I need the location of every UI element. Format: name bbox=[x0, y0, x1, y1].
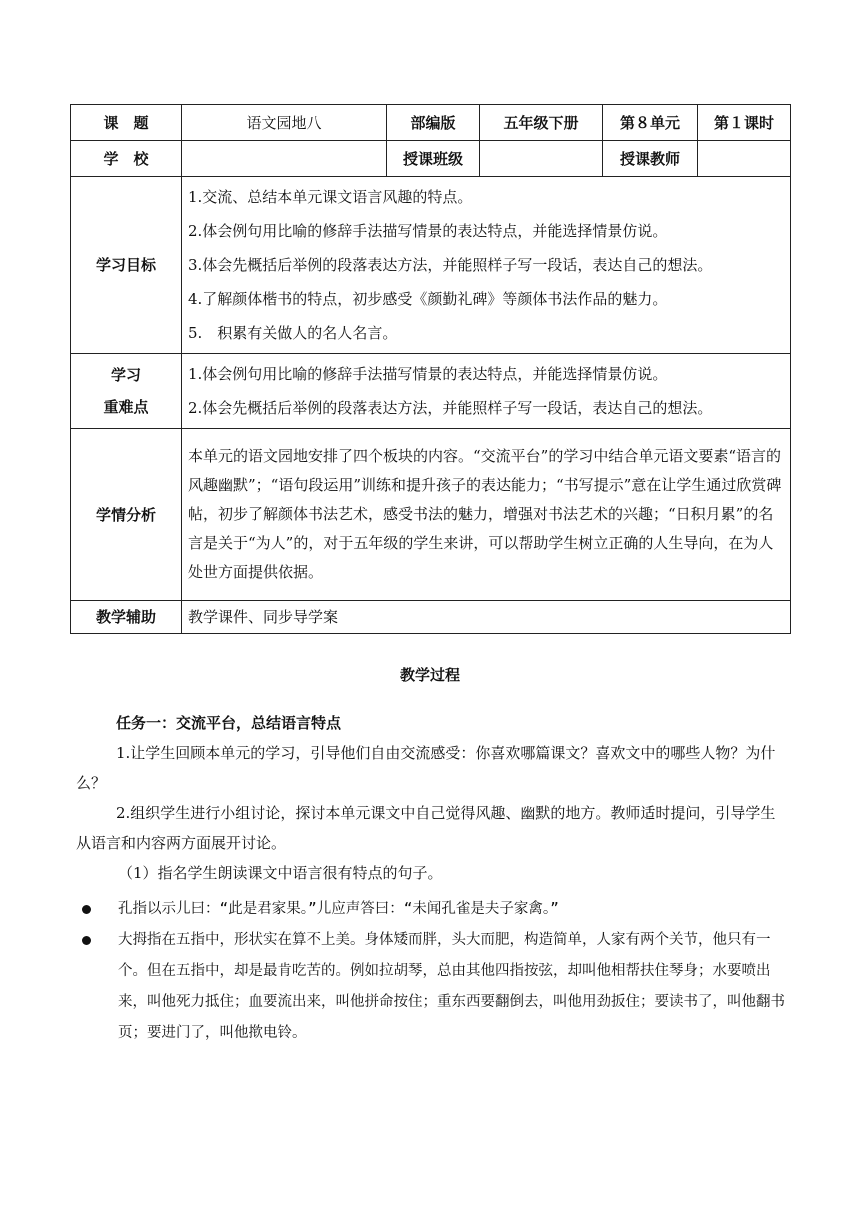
key-points-label bbox=[71, 354, 182, 429]
grade-cell: 五年级下册 bbox=[480, 105, 603, 141]
goals-content bbox=[182, 177, 791, 354]
edition-cell: 部编版 bbox=[387, 105, 480, 141]
key-point-item: 1.体会例句用比喻的修辞手法描写情景的表达特点，并能选择情景仿说。 bbox=[188, 365, 668, 383]
lesson-value: 语文园地八 bbox=[182, 105, 387, 141]
aids-value: 教学课件、同步导学案 bbox=[182, 601, 791, 634]
unit-cell: 第８单元 bbox=[603, 105, 698, 141]
aids-label: 教学辅助 bbox=[71, 601, 182, 634]
list-item bbox=[76, 894, 790, 925]
goal-item: 2.体会例句用比喻的修辞手法描写情景的表达特点，并能选择情景仿说。 bbox=[188, 222, 668, 240]
paragraph: 2.组织学生进行小组讨论，探讨本单元课文中自己觉得风趣、幽默的地方。教师适时提问，引导学生从语言和内容两方面展开讨论。 bbox=[76, 804, 776, 852]
table-row-school bbox=[71, 141, 791, 177]
table-row-aids bbox=[71, 601, 791, 634]
key-points-content bbox=[182, 354, 791, 429]
school-label: 学 校 bbox=[71, 141, 182, 177]
goal-item: 1.交流、总结本单元课文语言风趣的特点。 bbox=[188, 188, 473, 206]
bullet-dot-icon bbox=[82, 936, 91, 945]
goal-item: 4.了解颜体楷书的特点，初步感受《颜勤礼碑》等颜体书法作品的魅力。 bbox=[188, 290, 668, 308]
table-row-analysis bbox=[71, 429, 791, 601]
sub-item: （1）指名学生朗读课文中语言很有特点的句子。 bbox=[118, 864, 443, 882]
table-row-goals bbox=[71, 177, 791, 354]
teaching-process bbox=[76, 708, 790, 1049]
key-points-label-line2: 重难点 bbox=[103, 398, 149, 416]
goals-label: 学习目标 bbox=[71, 177, 182, 354]
task-heading: 任务一：交流平台，总结语言特点 bbox=[116, 714, 342, 732]
class-value bbox=[480, 141, 603, 177]
lesson-plan-table bbox=[70, 104, 791, 634]
bullet-dot-icon bbox=[82, 905, 91, 914]
bullet-list bbox=[76, 894, 790, 1049]
analysis-label: 学情分析 bbox=[71, 429, 182, 601]
key-points-label-line1: 学习 bbox=[110, 366, 141, 384]
analysis-text: 本单元的语文园地安排了四个板块的内容。“交流平台”的学习中结合单元语文要素“语言的风趣幽默”；“语句段运用”训练和提升孩子的表达能力；“书写提示”意在让学生通过欣赏碑帖，初步了解颜体书法艺术，感受书法的魅力，增强对书法艺术的兴趣；“日积月累”的名言是关于“为人”的，对于五年级的学生来讲，可以帮助学生树立正确的人生导向，在为人处世方面提供依据。 bbox=[182, 429, 791, 601]
goal-item: 5. 积累有关做人的名人名言。 bbox=[188, 324, 398, 342]
period-cell: 第１课时 bbox=[698, 105, 791, 141]
list-item-text: 孔指以示儿曰：“此是君家果。”儿应声答曰：“未闻孔雀是夫子家禽。” bbox=[118, 901, 559, 917]
key-point-item: 2.体会先概括后举例的段落表达方法，并能照样子写一段话，表达自己的想法。 bbox=[188, 399, 713, 417]
goal-item: 3.体会先概括后举例的段落表达方法，并能照样子写一段话，表达自己的想法。 bbox=[188, 256, 713, 274]
school-value bbox=[182, 141, 387, 177]
paragraph: 1.让学生回顾本单元的学习，引导他们自由交流感受：你喜欢哪篇课文？喜欢文中的哪些人物？为什么？ bbox=[76, 744, 776, 792]
lesson-label: 课 题 bbox=[71, 105, 182, 141]
teacher-value bbox=[698, 141, 791, 177]
list-item-text: 大拇指在五指中，形状实在算不上美。身体矮而胖，头大而肥，构造简单，人家有两个关节，他只有一个。但在五指中，却是最肯吃苦的。例如拉胡琴，总由其他四指按弦，却叫他相帮扶住琴身；水要喷出来，叫他死力抵住；血要流出来，叫他拼命按住；重东西要翻倒去，叫他用劲扳住；要读书了，叫他翻书页；要进门了，叫他揿电铃。 bbox=[118, 932, 785, 1041]
table-row-key-points bbox=[71, 354, 791, 429]
teacher-label: 授课教师 bbox=[603, 141, 698, 177]
table-row-lesson bbox=[71, 105, 791, 141]
class-label: 授课班级 bbox=[387, 141, 480, 177]
list-item bbox=[76, 925, 790, 1049]
section-title: 教学过程 bbox=[399, 666, 460, 684]
